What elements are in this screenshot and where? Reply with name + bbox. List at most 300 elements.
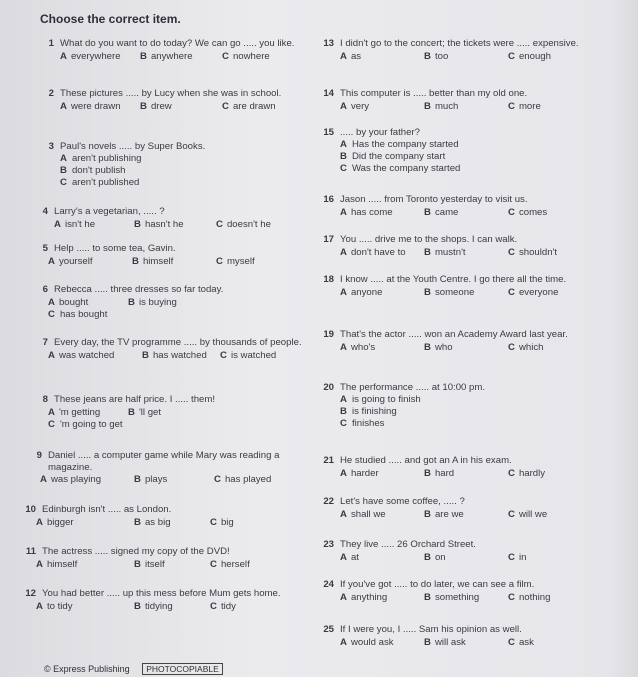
option-letter: B — [134, 474, 141, 485]
option-letter: B — [424, 206, 431, 218]
option-text: Was the company started — [351, 162, 461, 174]
question-number: 24 — [323, 579, 334, 590]
option-text: 'll get — [138, 406, 162, 418]
option-c[interactable] — [216, 256, 255, 268]
option-b[interactable] — [424, 342, 453, 354]
option-text: don't have to — [350, 246, 406, 258]
option-b[interactable] — [132, 256, 173, 268]
question-13 — [320, 38, 590, 63]
question-17 — [320, 234, 590, 259]
question-stem: I know ..... at the Youth Centre. I go there all the time. — [340, 274, 567, 285]
option-c[interactable] — [60, 177, 310, 189]
option-text: will ask — [434, 636, 466, 648]
option-text: plays — [144, 474, 168, 485]
option-letter: A — [340, 206, 347, 218]
question-number: 1 — [48, 38, 54, 49]
option-b[interactable] — [424, 287, 474, 299]
option-text: tidy — [220, 600, 236, 612]
question-3 — [40, 141, 310, 189]
option-letter: B — [142, 349, 149, 361]
option-text: as — [350, 50, 362, 62]
option-text: more — [518, 100, 541, 112]
option-a[interactable] — [36, 601, 73, 613]
footer — [44, 663, 223, 675]
answer-options — [40, 101, 305, 113]
option-a[interactable] — [60, 153, 310, 165]
option-text: comes — [518, 206, 548, 218]
option-text: aren't published — [71, 176, 140, 188]
option-letter: B — [140, 50, 147, 62]
option-letter: C — [340, 417, 347, 429]
option-text: nowhere — [232, 50, 270, 62]
option-letter: A — [36, 516, 43, 528]
option-letter: A — [340, 508, 347, 520]
option-text: don't publish — [71, 164, 126, 176]
option-text: bought — [58, 296, 89, 308]
question-number: 23 — [323, 539, 334, 550]
question-19 — [320, 329, 600, 354]
option-text: himself — [46, 558, 78, 570]
option-letter: C — [210, 558, 217, 570]
option-b[interactable] — [60, 165, 310, 177]
option-a[interactable] — [340, 51, 361, 63]
question-number: 22 — [323, 496, 334, 507]
option-letter: B — [134, 558, 141, 570]
option-text: are drawn — [232, 100, 276, 112]
question-21 — [320, 455, 590, 480]
option-letter: B — [340, 405, 347, 417]
option-b[interactable] — [140, 101, 172, 113]
option-a[interactable] — [60, 101, 121, 113]
option-a[interactable] — [340, 342, 375, 354]
option-letter: B — [128, 406, 135, 418]
option-letter: B — [424, 100, 431, 112]
option-b[interactable] — [424, 101, 458, 113]
option-a[interactable] — [36, 517, 74, 529]
option-c[interactable] — [340, 163, 590, 175]
option-a[interactable] — [340, 637, 394, 649]
answer-options — [320, 509, 590, 521]
option-b[interactable] — [424, 552, 446, 564]
option-text: is going to finish — [351, 393, 421, 405]
option-b[interactable] — [424, 247, 466, 259]
option-c[interactable] — [508, 552, 526, 564]
option-letter: B — [424, 286, 431, 298]
option-c[interactable] — [508, 637, 534, 649]
question-7 — [34, 337, 309, 362]
option-letter: A — [340, 591, 347, 603]
option-letter: A — [48, 349, 55, 361]
question-stem: Edinburgh isn't ..... as London. — [42, 504, 172, 515]
option-c[interactable] — [216, 219, 271, 231]
answer-options — [320, 101, 590, 113]
option-text: hasn't he — [144, 218, 184, 230]
question-number: 19 — [323, 329, 334, 340]
option-c[interactable] — [210, 601, 236, 613]
option-text: shall we — [350, 508, 386, 520]
option-b[interactable] — [424, 51, 448, 63]
option-letter: C — [508, 467, 515, 479]
option-c[interactable] — [220, 350, 276, 362]
option-letter: A — [340, 636, 347, 648]
option-text: was watched — [58, 349, 115, 361]
option-letter: A — [340, 393, 347, 405]
option-b[interactable] — [134, 517, 171, 529]
option-c[interactable] — [508, 287, 558, 299]
question-number: 11 — [25, 546, 36, 557]
option-text: at — [350, 551, 359, 563]
option-letter: B — [424, 508, 431, 520]
question-number: 7 — [42, 337, 48, 348]
question-4 — [34, 206, 304, 231]
option-c[interactable] — [222, 101, 276, 113]
question-stem: Paul's novels ..... by Super Books. — [60, 141, 206, 152]
option-text: is buying — [138, 296, 177, 308]
question-18 — [320, 274, 600, 299]
option-text: harder — [350, 467, 379, 479]
option-letter: C — [48, 418, 55, 430]
option-letter: C — [216, 218, 223, 230]
option-c[interactable] — [210, 517, 234, 529]
option-c[interactable] — [508, 509, 547, 521]
option-a[interactable] — [340, 468, 379, 480]
option-b[interactable] — [424, 637, 466, 649]
answer-options — [22, 559, 292, 571]
option-a[interactable] — [48, 407, 100, 419]
option-letter: C — [220, 349, 227, 361]
question-15 — [320, 127, 590, 175]
option-text: anywhere — [150, 50, 193, 62]
option-a[interactable] — [48, 256, 93, 268]
option-letter: A — [340, 286, 347, 298]
option-text: shouldn't — [518, 246, 558, 258]
option-b[interactable] — [424, 509, 464, 521]
option-letter: C — [60, 176, 67, 188]
option-text: isn't he — [64, 218, 96, 230]
option-b[interactable] — [134, 474, 167, 486]
answer-options — [320, 592, 600, 604]
option-text: yourself — [58, 255, 93, 267]
option-letter: C — [222, 100, 229, 112]
option-letter: B — [424, 467, 431, 479]
option-text: anyone — [350, 286, 383, 298]
option-text: mustn't — [434, 246, 466, 258]
option-letter: A — [54, 218, 61, 230]
option-text: bigger — [46, 516, 74, 528]
question-number: 15 — [323, 127, 334, 138]
question-stem: Help ..... to some tea, Gavin. — [54, 243, 176, 254]
option-text: doesn't he — [226, 218, 271, 230]
option-letter: C — [508, 206, 515, 218]
question-stem: Larry's a vegetarian, ..... ? — [54, 206, 165, 217]
question-stem: That's the actor ..... won an Academy Award last year. — [340, 329, 568, 340]
option-b[interactable] — [134, 559, 165, 571]
option-letter: A — [340, 341, 347, 353]
option-text: Has the company started — [351, 138, 459, 150]
option-c[interactable] — [508, 342, 543, 354]
option-c[interactable] — [508, 207, 547, 219]
answer-options — [320, 394, 590, 430]
option-text: is finishing — [351, 405, 397, 417]
question-stem: This computer is ..... better than my old one. — [340, 88, 528, 99]
option-letter: C — [508, 246, 515, 258]
option-text: herself — [220, 558, 250, 570]
question-stem: Daniel ..... a computer game while Mary was reading a magazine. — [48, 450, 280, 473]
question-number: 4 — [42, 206, 48, 217]
option-text: hard — [434, 467, 455, 479]
question-number: 2 — [48, 88, 54, 99]
answer-options — [22, 517, 292, 529]
option-letter: A — [340, 467, 347, 479]
option-letter: C — [210, 516, 217, 528]
question-number: 3 — [48, 141, 54, 152]
answer-options — [320, 637, 600, 649]
answer-options — [40, 153, 310, 189]
option-text: in — [518, 551, 527, 563]
answer-options — [34, 256, 304, 268]
question-number: 12 — [25, 588, 36, 599]
option-letter: A — [40, 474, 47, 485]
question-number: 20 — [323, 382, 334, 393]
option-c[interactable] — [222, 51, 270, 63]
option-letter: B — [424, 591, 431, 603]
question-25 — [320, 624, 600, 649]
option-b[interactable] — [340, 406, 590, 418]
option-letter: C — [216, 255, 223, 267]
option-letter: A — [60, 100, 67, 112]
option-a[interactable] — [340, 592, 387, 604]
option-c[interactable] — [508, 592, 550, 604]
option-text: tidying — [144, 600, 173, 612]
option-text: drew — [150, 100, 172, 112]
worksheet-title: Choose the correct item. — [40, 12, 181, 26]
option-letter: C — [214, 474, 221, 485]
question-number: 18 — [323, 274, 334, 285]
option-b[interactable] — [134, 219, 184, 231]
option-letter: A — [48, 406, 55, 418]
answer-options — [34, 219, 304, 231]
option-c[interactable] — [48, 419, 304, 431]
question-number: 5 — [42, 243, 48, 254]
option-letter: A — [340, 138, 347, 150]
option-letter: B — [60, 164, 67, 176]
option-text: was playing — [50, 474, 102, 485]
option-letter: C — [508, 636, 515, 648]
answer-options — [320, 552, 590, 564]
question-stem: If I were you, I ..... Sam his opinion as well. — [340, 624, 522, 635]
option-text: hardly — [518, 467, 546, 479]
option-c[interactable] — [210, 559, 250, 571]
option-c[interactable] — [48, 309, 304, 321]
option-b[interactable] — [142, 350, 207, 362]
option-letter: A — [340, 50, 347, 62]
question-stem: You had better ..... up this mess before Mum gets home. — [42, 588, 281, 599]
answer-options — [22, 601, 302, 613]
option-text: ask — [518, 636, 534, 648]
option-a[interactable] — [340, 287, 382, 299]
option-letter: C — [222, 50, 229, 62]
option-c[interactable] — [508, 468, 545, 480]
option-text: has watched — [152, 349, 207, 361]
question-16 — [320, 194, 590, 219]
option-b[interactable] — [340, 151, 590, 163]
option-b[interactable] — [128, 297, 177, 309]
option-letter: B — [132, 255, 139, 267]
option-text: who — [434, 341, 453, 353]
question-stem: Let's have some coffee, ..... ? — [340, 496, 465, 507]
option-text: anything — [350, 591, 388, 603]
option-text: is watched — [230, 349, 277, 361]
question-number: 9 — [36, 450, 42, 461]
option-letter: A — [340, 246, 347, 258]
option-letter: A — [48, 296, 55, 308]
option-a[interactable] — [54, 219, 95, 231]
question-stem: I didn't go to the concert; the tickets were ..... expensive. — [340, 38, 579, 49]
answer-options — [40, 51, 310, 63]
option-letter: B — [140, 100, 147, 112]
option-a[interactable] — [48, 350, 114, 362]
question-23 — [320, 539, 590, 564]
question-number: 8 — [42, 394, 48, 405]
question-14 — [320, 88, 590, 113]
option-text: who's — [350, 341, 376, 353]
option-letter: C — [340, 162, 347, 174]
question-24 — [320, 579, 600, 604]
question-11 — [22, 546, 292, 571]
question-1 — [40, 38, 310, 63]
question-stem: Jason ..... from Toronto yesterday to visit us. — [340, 194, 528, 205]
question-number: 17 — [323, 234, 334, 245]
option-text: aren't publishing — [71, 152, 142, 164]
option-letter: C — [508, 341, 515, 353]
question-2 — [40, 88, 305, 113]
answer-options — [34, 407, 304, 431]
option-letter: A — [36, 600, 43, 612]
option-letter: A — [340, 551, 347, 563]
option-text: has come — [350, 206, 393, 218]
option-c[interactable] — [214, 474, 271, 486]
answer-options — [320, 468, 590, 480]
option-c[interactable] — [508, 51, 551, 63]
option-a[interactable] — [40, 474, 101, 486]
question-number: 25 — [323, 624, 334, 635]
question-stem: He studied ..... and got an A in his exam. — [340, 455, 512, 466]
option-text: someone — [434, 286, 475, 298]
option-text: himself — [142, 255, 174, 267]
question-22 — [320, 496, 590, 521]
option-text: on — [434, 551, 446, 563]
option-letter: A — [60, 50, 67, 62]
option-letter: B — [134, 218, 141, 230]
option-text: enough — [518, 50, 551, 62]
publisher-credit: © Express Publishing — [44, 664, 130, 674]
option-b[interactable] — [128, 407, 161, 419]
option-letter: C — [508, 591, 515, 603]
option-text: itself — [144, 558, 165, 570]
question-stem: These pictures ..... by Lucy when she was in school. — [60, 88, 282, 99]
option-text: has bought — [59, 308, 108, 320]
option-letter: B — [424, 341, 431, 353]
option-text: finishes — [351, 417, 385, 429]
question-number: 13 — [323, 38, 334, 49]
question-stem: Every day, the TV programme ..... by thousands of people. — [54, 337, 302, 348]
option-a[interactable] — [340, 101, 369, 113]
option-letter: B — [134, 600, 141, 612]
option-text: something — [434, 591, 480, 603]
option-letter: C — [210, 600, 217, 612]
option-b[interactable] — [134, 601, 173, 613]
answer-options — [320, 342, 600, 354]
option-a[interactable] — [340, 139, 590, 151]
option-letter: B — [424, 50, 431, 62]
option-a[interactable] — [340, 247, 406, 259]
option-letter: B — [340, 150, 347, 162]
option-a[interactable] — [60, 51, 121, 63]
question-10 — [22, 504, 292, 529]
answer-options — [34, 297, 304, 321]
option-c[interactable] — [508, 101, 541, 113]
option-text: everywhere — [70, 50, 121, 62]
question-stem: You ..... drive me to the shops. I can walk. — [340, 234, 518, 245]
option-text: has played — [224, 474, 272, 485]
option-b[interactable] — [424, 592, 479, 604]
option-a[interactable] — [36, 559, 77, 571]
option-c[interactable] — [340, 418, 590, 430]
question-5 — [34, 243, 304, 268]
option-text: very — [350, 100, 370, 112]
question-number: 10 — [25, 504, 36, 515]
option-c[interactable] — [508, 247, 557, 259]
page-shading — [608, 0, 638, 677]
option-text: Did the company start — [351, 150, 446, 162]
option-letter: C — [48, 308, 55, 320]
option-letter: B — [424, 246, 431, 258]
answer-options — [320, 51, 590, 63]
option-text: myself — [226, 255, 255, 267]
answer-options — [28, 474, 293, 486]
option-letter: C — [508, 286, 515, 298]
option-letter: B — [424, 636, 431, 648]
question-stem: The actress ..... signed my copy of the DVD! — [42, 546, 230, 557]
option-a[interactable] — [340, 509, 386, 521]
option-a[interactable] — [340, 207, 393, 219]
option-text: 'm getting — [58, 406, 101, 418]
question-stem: Rebecca ..... three dresses so far today. — [54, 284, 224, 295]
question-stem: These jeans are half price. I ..... them! — [54, 394, 216, 405]
option-text: big — [220, 516, 234, 528]
answer-options — [320, 247, 590, 259]
option-letter: C — [508, 100, 515, 112]
option-a[interactable] — [48, 297, 88, 309]
option-b[interactable] — [424, 207, 458, 219]
option-letter: C — [508, 508, 515, 520]
option-letter: A — [36, 558, 43, 570]
option-text: everyone — [518, 286, 559, 298]
question-number: 16 — [323, 194, 334, 205]
answer-options — [34, 350, 309, 362]
option-letter: C — [508, 551, 515, 563]
question-stem: They live ..... 26 Orchard Street. — [340, 539, 476, 550]
option-text: will we — [518, 508, 548, 520]
option-b[interactable] — [424, 468, 454, 480]
question-6 — [34, 284, 304, 321]
option-text: came — [434, 206, 459, 218]
option-a[interactable] — [340, 394, 590, 406]
question-stem: The performance ..... at 10:00 pm. — [340, 382, 486, 393]
option-a[interactable] — [340, 552, 359, 564]
option-b[interactable] — [140, 51, 193, 63]
option-letter: C — [508, 50, 515, 62]
